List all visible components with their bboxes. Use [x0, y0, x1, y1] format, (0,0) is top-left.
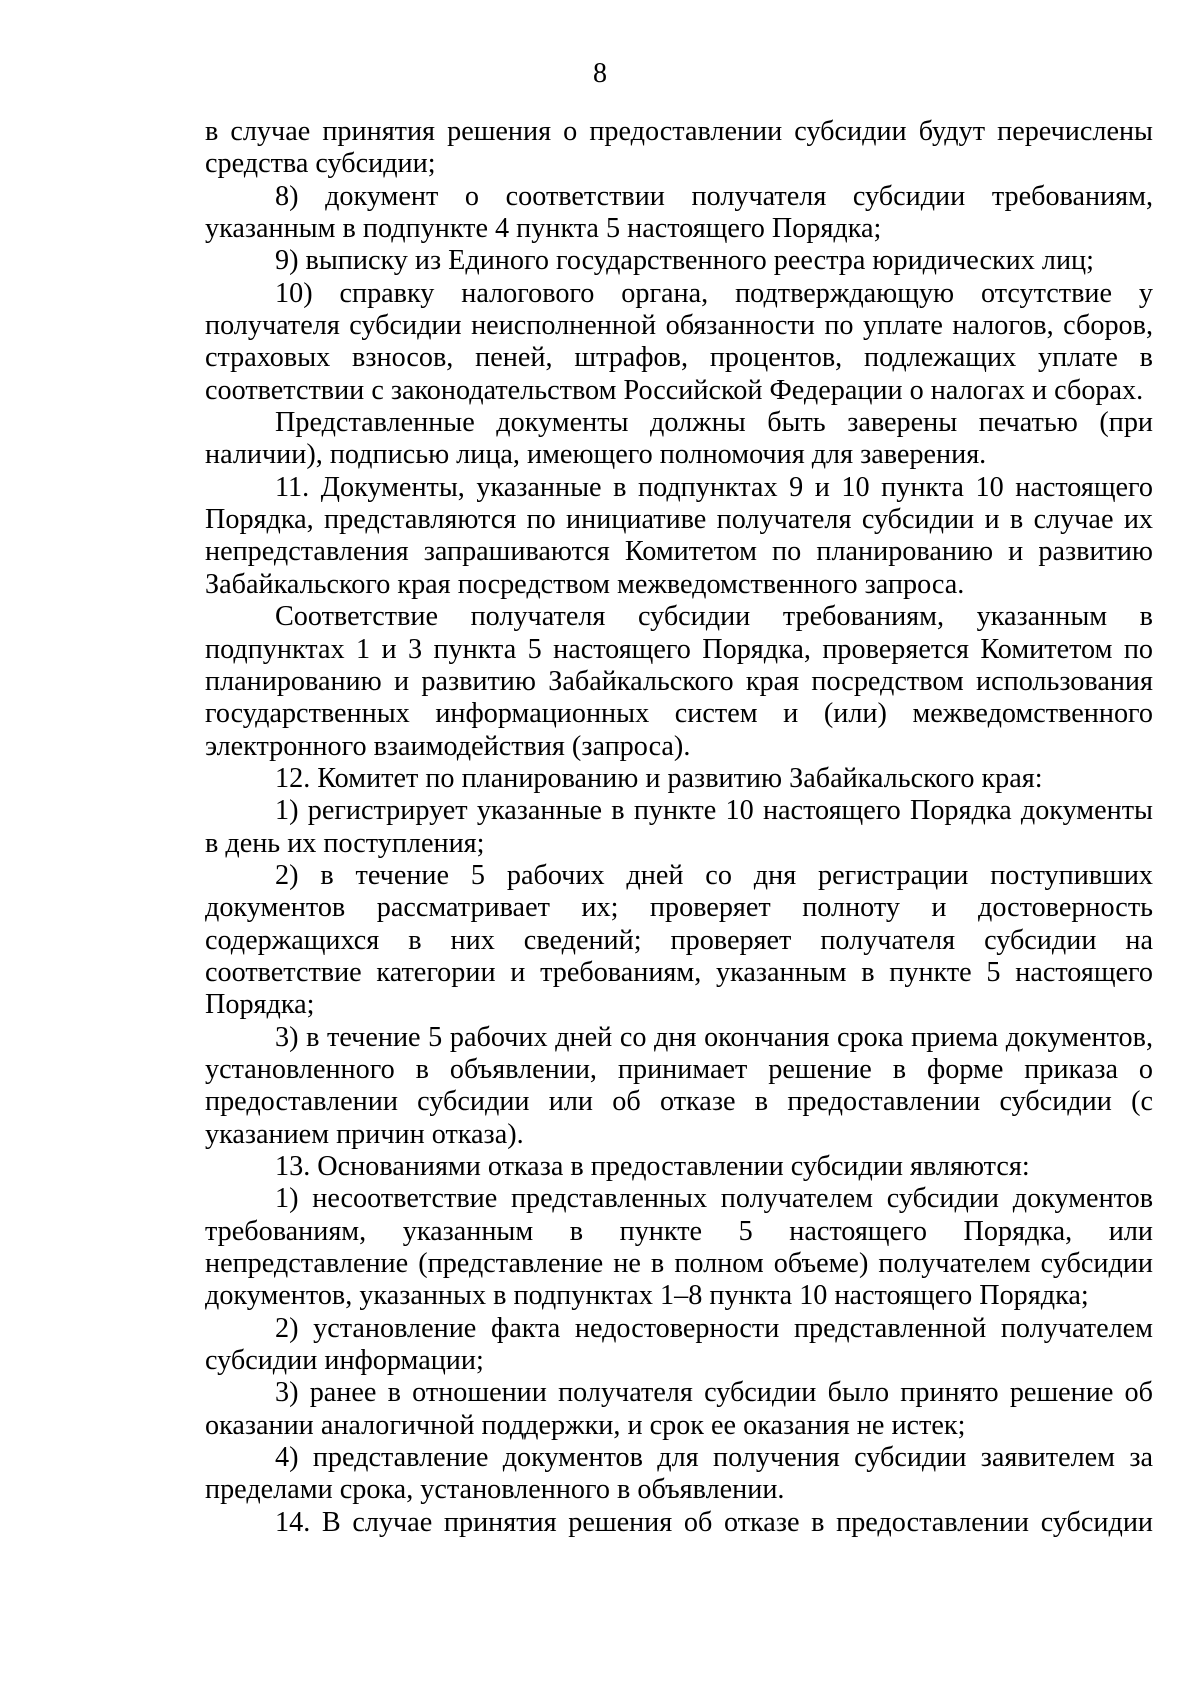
paragraph-16: 4) представление документов для получения субсидии заявителем за пределами срока, установленного в объявлении.	[205, 1442, 1153, 1506]
paragraph-7: Соответствие получателя субсидии требованиям, указанным в подпунктах 1 и 3 пункта 5 настоящего Порядка, проверяется Комитетом по планированию и развитию Забайкальского края посредством использования государственных информационных систем и (или) межведомственного электронного взаимодействия (запроса).	[205, 601, 1153, 762]
paragraph-3: 9) выписку из Единого государственного реестра юридических лиц;	[275, 245, 1094, 277]
paragraph-10: 2) в течение 5 рабочих дней со дня регистрации поступивших документов рассматривает их; проверяет полноту и достоверность содержащихся в них сведений; проверяет получателя субсидии на соответствие категории и требованиям, указанным в пункте 5 настоящего Порядка;	[205, 859, 1153, 1021]
paragraph-1: в случае принятия решения о предоставлении субсидии будут перечислены средства субсидии;	[205, 116, 1153, 180]
paragraph-8: 12. Комитет по планированию и развитию Забайкальского края:	[275, 762, 1043, 794]
paragraph-17: 14. В случае принятия решения об отказе в предоставлении субсидии	[275, 1506, 1153, 1538]
paragraph-13: 1) несоответствие представленных получателем субсидии документов требованиям, указанным в пункте 5 настоящего Порядка, или непредставление (представление не в полном объеме) получателем субсидии документов, указанных в подпунктах 1–8 пункта 10 настоящего Порядка;	[205, 1183, 1153, 1312]
paragraph-6: 11. Документы, указанные в подпунктах 9 и 10 пункта 10 настоящего Порядка, представляются по инициативе получателя субсидии и в случае их непредставления запрашиваются Комитетом по планированию и развитию Забайкальского края посредством межведомственного запроса.	[205, 471, 1153, 600]
paragraph-15: 3) ранее в отношении получателя субсидии было принято решение об оказании аналогичной поддержки, и срок ее оказания не истек;	[205, 1377, 1153, 1441]
paragraph-9: 1) регистрирует указанные в пункте 10 настоящего Порядка документы в день их поступления;	[205, 795, 1153, 859]
paragraph-11: 3) в течение 5 рабочих дней со дня окончания срока приема документов, установленного в объявлении, принимает решение в форме приказа о предоставлении субсидии или об отказе в предоставлении субсидии (с указанием причин отказа).	[205, 1021, 1153, 1150]
page-number: 8	[593, 58, 607, 89]
paragraph-5: Представленные документы должны быть заверены печатью (при наличии), подписью лица, имеющего полномочия для заверения.	[205, 407, 1153, 471]
paragraph-12: 13. Основаниями отказа в предоставлении субсидии являются:	[275, 1151, 1030, 1182]
paragraph-2: 8) документ о соответствии получателя субсидии требованиям, указанным в подпункте 4 пункта 5 настоящего Порядка;	[205, 180, 1153, 245]
document-body	[205, 116, 1153, 1539]
paragraph-14: 2) установление факта недостоверности представленной получателем субсидии информации;	[205, 1312, 1153, 1377]
paragraph-4: 10) справку налогового органа, подтверждающую отсутствие у получателя субсидии неисполненной обязанности по уплате налогов, сборов, страховых взносов, пеней, штрафов, процентов, подлежащих уплате в соответствии с законодательством Российской Федерации о налогах и сборах.	[205, 277, 1153, 406]
